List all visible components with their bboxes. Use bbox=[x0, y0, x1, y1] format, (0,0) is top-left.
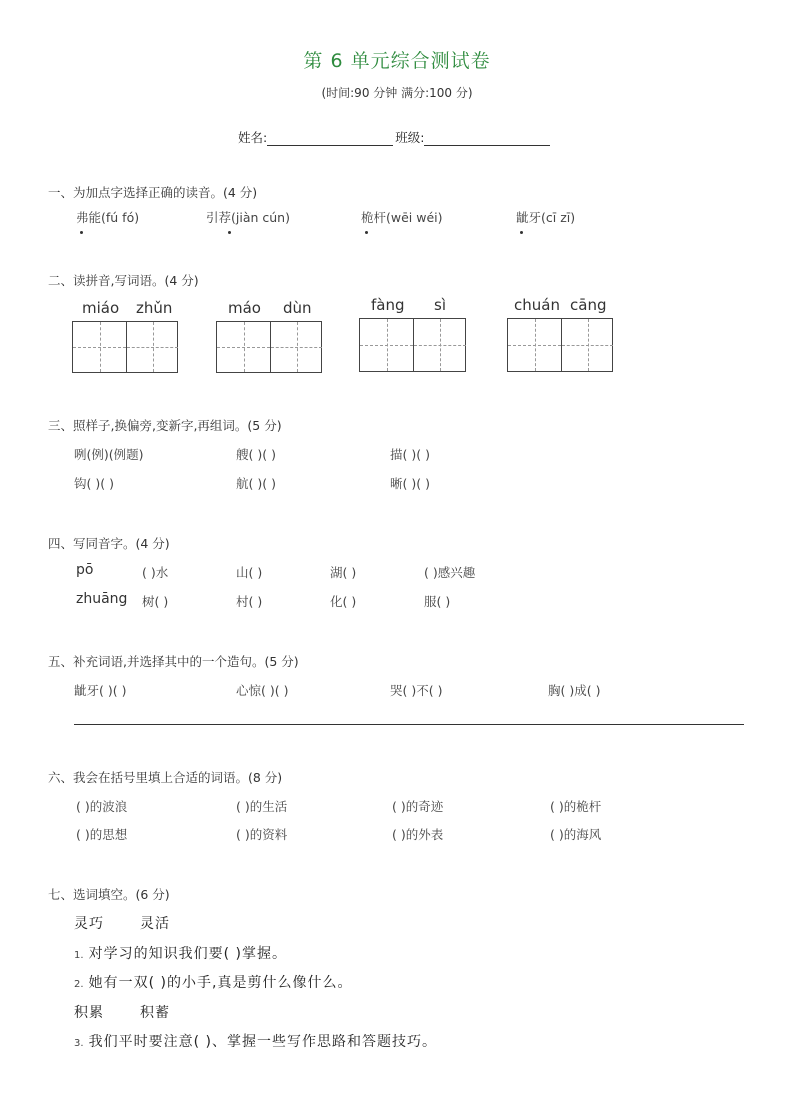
q6-item: ( )的桅杆 bbox=[550, 799, 602, 814]
exam-info: (时间:90 分钟 满分:100 分) bbox=[321, 86, 473, 100]
q6-item: ( )的海风 bbox=[550, 827, 602, 842]
name-field bbox=[238, 128, 550, 146]
section-3-heading: 三、照样子,换偏旁,变新字,再组词。(5 分) bbox=[48, 418, 282, 433]
q3-item: 航( )( ) bbox=[236, 476, 276, 491]
q3-item: 晰( )( ) bbox=[390, 476, 430, 491]
sentence-text: 对学习的知识我们要( )掌握。 bbox=[88, 946, 288, 962]
pinyin: sì bbox=[434, 296, 446, 314]
class-blank[interactable] bbox=[424, 132, 550, 146]
q1-item: 弗能(fú fó) bbox=[76, 210, 140, 225]
writing-grid[interactable] bbox=[359, 318, 466, 372]
q3-item: 咧(例)(例题) bbox=[74, 447, 144, 462]
section-2-heading: 二、读拼音,写词语。(4 分) bbox=[48, 273, 199, 288]
word-choice: 灵巧 bbox=[74, 916, 104, 932]
pinyin: cāng bbox=[570, 296, 607, 314]
writing-grid[interactable] bbox=[216, 321, 322, 373]
section-5-heading: 五、补充词语,并选择其中的一个造句。(5 分) bbox=[48, 654, 299, 669]
q1-item: 龇牙(cī zī) bbox=[516, 210, 576, 225]
emphasis-dot bbox=[228, 231, 231, 234]
q5-item: 胸( )成( ) bbox=[548, 683, 601, 698]
pinyin: zhuāng bbox=[76, 591, 128, 607]
pinyin: pō bbox=[76, 562, 94, 578]
emphasis-dot bbox=[520, 231, 523, 234]
emphasis-dot bbox=[80, 231, 83, 234]
q6-item: ( )的资料 bbox=[236, 827, 288, 842]
q6-item: ( )的思想 bbox=[76, 827, 128, 842]
q6-item: ( )的波浪 bbox=[76, 799, 128, 814]
q3-item: 钩( )( ) bbox=[74, 476, 114, 491]
pinyin: fàng bbox=[371, 296, 405, 314]
q7-sentence bbox=[74, 1031, 437, 1051]
section-1-heading: 一、为加点字选择正确的读音。(4 分) bbox=[48, 185, 258, 200]
word-choice: 灵活 bbox=[140, 916, 170, 932]
pinyin: dùn bbox=[283, 299, 312, 317]
sentence-answer-line[interactable] bbox=[74, 724, 744, 725]
q6-item: ( )的生活 bbox=[236, 799, 288, 814]
section-4-heading: 四、写同音字。(4 分) bbox=[48, 536, 170, 551]
writing-grid[interactable] bbox=[507, 318, 613, 372]
writing-grid[interactable] bbox=[72, 321, 178, 373]
q7-sentence bbox=[74, 972, 352, 992]
q6-item: ( )的奇迹 bbox=[392, 799, 444, 814]
q5-item: 哭( )不( ) bbox=[390, 683, 443, 698]
pinyin: máo bbox=[228, 299, 261, 317]
q4-item: 山( ) bbox=[236, 565, 263, 580]
q4-item: 湖( ) bbox=[330, 565, 357, 580]
q4-item: 树( ) bbox=[142, 594, 169, 609]
word-choice: 积蓄 bbox=[140, 1005, 170, 1021]
q4-item: 村( ) bbox=[236, 594, 263, 609]
section-7-heading: 七、选词填空。(6 分) bbox=[48, 887, 170, 902]
q5-item: 心惊( )( ) bbox=[236, 683, 289, 698]
word-choice: 积累 bbox=[74, 1005, 104, 1021]
class-label: 班级: bbox=[395, 130, 425, 145]
q1-item: 引荐(jiàn cún) bbox=[206, 210, 290, 225]
name-blank[interactable] bbox=[267, 132, 393, 146]
q4-item: ( )感兴趣 bbox=[424, 565, 476, 580]
q4-item: ( )水 bbox=[142, 565, 169, 580]
name-label: 姓名: bbox=[238, 130, 268, 145]
q1-item: 桅杆(wēi wéi) bbox=[361, 210, 443, 225]
sentence-number: 2. bbox=[74, 979, 84, 990]
q5-item: 龇牙( )( ) bbox=[74, 683, 127, 698]
emphasis-dot bbox=[365, 231, 368, 234]
sentence-text: 我们平时要注意( )、掌握一些写作思路和答题技巧。 bbox=[88, 1034, 438, 1050]
q6-item: ( )的外表 bbox=[392, 827, 444, 842]
pinyin: chuán bbox=[514, 296, 560, 314]
q7-sentence bbox=[74, 943, 287, 963]
q3-item: 描( )( ) bbox=[390, 447, 430, 462]
sentence-text: 她有一双( )的小手,真是剪什么像什么。 bbox=[88, 975, 353, 991]
pinyin: zhǔn bbox=[136, 299, 173, 317]
q3-item: 艘( )( ) bbox=[236, 447, 276, 462]
section-6-heading: 六、我会在括号里填上合适的词语。(8 分) bbox=[48, 770, 283, 785]
page-title: 第 6 单元综合测试卷 bbox=[303, 50, 491, 72]
pinyin: miáo bbox=[82, 299, 120, 317]
sentence-number: 1. bbox=[74, 950, 84, 961]
q4-item: 化( ) bbox=[330, 594, 357, 609]
sentence-number: 3. bbox=[74, 1038, 84, 1049]
q4-item: 服( ) bbox=[424, 594, 451, 609]
